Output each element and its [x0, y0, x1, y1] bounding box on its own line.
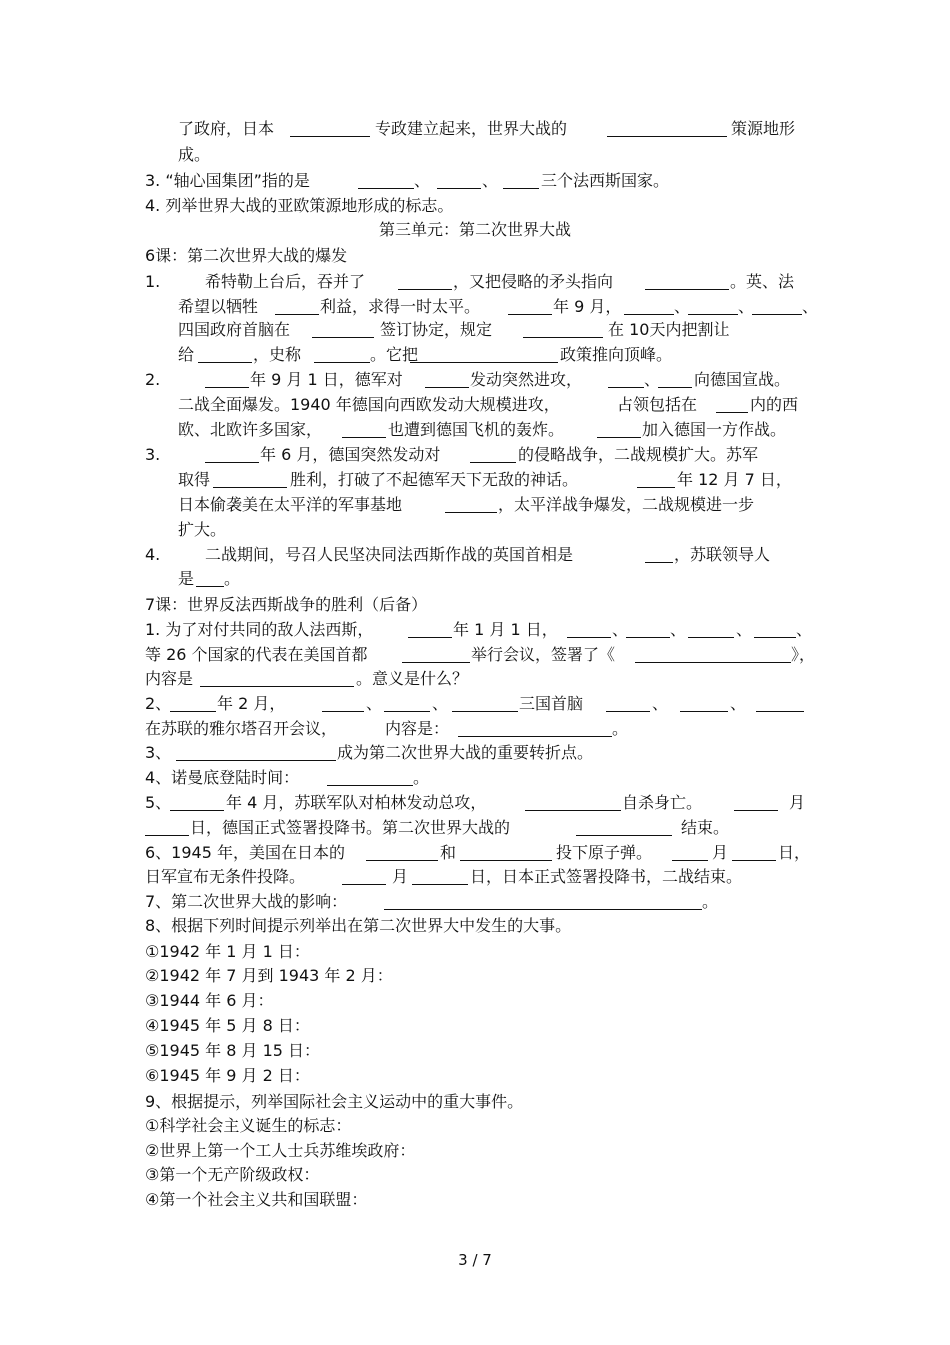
answer-blank[interactable] — [624, 314, 674, 315]
answer-blank[interactable] — [437, 188, 481, 189]
text: 内的西 — [750, 395, 799, 414]
text: 自杀身亡。 — [622, 793, 703, 812]
page-number: 3 / 7 — [458, 1251, 492, 1269]
text: 希特勒上台后，吞并了 — [205, 272, 366, 291]
answer-blank[interactable] — [314, 362, 370, 363]
text: 。意义是什么？ — [356, 669, 469, 688]
answer-blank[interactable] — [680, 711, 728, 712]
text: 。 — [612, 719, 629, 738]
text: 。英、法 — [730, 272, 795, 291]
l7-q2-line2 — [0, 717, 950, 741]
answer-blank[interactable] — [503, 188, 539, 189]
text: 成。 — [178, 145, 211, 164]
text: 、 — [674, 297, 691, 316]
l7-q8 — [0, 914, 950, 938]
answer-blank[interactable] — [460, 860, 552, 861]
text: 策源地形 — [731, 119, 796, 138]
text: 7、第二次世界大战的影响： — [145, 892, 348, 911]
text: 3、 — [145, 743, 172, 762]
answer-blank[interactable] — [205, 462, 259, 463]
answer-blank[interactable] — [342, 884, 386, 885]
q9-item-text: ①科学社会主义诞生的标志： — [145, 1116, 352, 1135]
q9-item — [0, 1163, 950, 1187]
answer-blank[interactable] — [410, 362, 558, 363]
text: 年 1 月 1 日， — [453, 620, 558, 639]
heading-text: 7课：世界反法西斯战争的胜利（后备） — [145, 595, 428, 614]
text: 、 — [738, 297, 755, 316]
answer-blank[interactable] — [366, 860, 438, 861]
text: 二战期间，号召人民坚决同法西斯作战的英国首相是 — [205, 545, 574, 564]
text: 年 9 月 1 日，德军对 — [250, 370, 403, 389]
l7-q4 — [0, 766, 950, 790]
text: 2、 — [145, 694, 172, 713]
intro-line-1 — [0, 117, 950, 141]
text: 二战全面爆发。1940 年德国向西欧发动大规模进攻， — [178, 395, 560, 414]
q9-item — [0, 1188, 950, 1212]
text: 1. 为了对付共同的敌人法西斯， — [145, 620, 374, 639]
answer-blank[interactable] — [402, 662, 470, 663]
text: 、 — [796, 620, 813, 639]
text: ，太平洋战争爆发，二战规模进一步 — [498, 495, 755, 514]
question-number: 3. — [145, 445, 161, 464]
answer-blank[interactable] — [327, 785, 413, 786]
q8-item — [0, 1064, 950, 1088]
answer-blank[interactable] — [200, 686, 354, 687]
question-number: 1. — [145, 272, 161, 291]
answer-blank[interactable] — [205, 387, 249, 388]
answer-blank[interactable] — [688, 314, 738, 315]
answer-blank[interactable] — [672, 860, 708, 861]
text: 、 — [670, 620, 687, 639]
answer-blank[interactable] — [752, 314, 802, 315]
text: 9、根据提示，列举国际社会主义运动中的重大事件。 — [145, 1092, 524, 1111]
text: 希望以牺牲 — [178, 297, 259, 316]
q8-item — [0, 940, 950, 964]
answer-blank[interactable] — [445, 512, 497, 513]
answer-blank[interactable] — [658, 387, 692, 388]
text: 了政府，日本 — [178, 119, 275, 138]
text: 发动突然进攻， — [470, 370, 583, 389]
l7-q7 — [0, 890, 950, 914]
answer-blank[interactable] — [384, 711, 430, 712]
text: 4、诺曼底登陆时间： — [145, 768, 300, 787]
text: 取得 — [178, 470, 211, 489]
answer-blank[interactable] — [198, 362, 252, 363]
q9-item — [0, 1139, 950, 1163]
answer-blank[interactable] — [635, 662, 791, 663]
q9-item-text: ③第一个无产阶级政权： — [145, 1165, 320, 1184]
answer-blank[interactable] — [170, 810, 224, 811]
text: 日本偷袭美在太平洋的军事基地 — [178, 495, 403, 514]
text: 、 — [730, 694, 747, 713]
question-number: 2. — [145, 370, 161, 389]
text: 成为第二次世界大战的重要转折点。 — [337, 743, 594, 762]
answer-blank[interactable] — [732, 860, 776, 861]
answer-blank[interactable] — [196, 586, 224, 587]
text: 、 — [802, 297, 819, 316]
l6-q3-line1 — [0, 443, 950, 467]
text: 6、1945 年，美国在日本的 — [145, 843, 345, 862]
text: 、 — [414, 171, 431, 190]
intro-line-4 — [0, 194, 950, 218]
answer-blank[interactable] — [734, 810, 778, 811]
answer-blank[interactable] — [688, 637, 734, 638]
l6-q2-line3 — [0, 418, 950, 442]
text: 。 — [702, 892, 719, 911]
text: 、 — [366, 694, 383, 713]
q8-item — [0, 964, 950, 988]
answer-blank[interactable] — [607, 136, 727, 137]
l7-q6-line2 — [0, 865, 950, 889]
answer-blank[interactable] — [322, 711, 364, 712]
text: 日，德国正式签署投降书。第二次世界大战的 — [190, 818, 511, 837]
text: 扩大。 — [178, 520, 227, 539]
answer-blank[interactable] — [597, 437, 641, 438]
text: 是 — [178, 569, 195, 588]
q8-item-text: ④1945 年 5 月 8 日： — [145, 1016, 310, 1035]
q8-item-text: ③1944 年 6 月： — [145, 991, 274, 1010]
text: 加入德国一方作战。 — [642, 420, 787, 439]
text: 、 — [644, 370, 661, 389]
l6-q3-line4 — [0, 518, 950, 542]
text: 举行会议，签署了《 — [471, 645, 616, 664]
answer-blank[interactable] — [342, 437, 386, 438]
answer-blank[interactable] — [645, 289, 729, 290]
text: 5、 — [145, 793, 172, 812]
answer-blank[interactable] — [606, 711, 650, 712]
lesson6-heading — [0, 244, 950, 268]
intro-line-3 — [0, 169, 950, 193]
text: 日， — [778, 843, 811, 862]
text: ，史称 — [253, 345, 302, 364]
text: 年 9 月， — [553, 297, 622, 316]
answer-blank[interactable] — [176, 760, 336, 761]
answer-blank[interactable] — [523, 337, 603, 338]
l7-q6-line1 — [0, 841, 950, 865]
l6-q1-line4 — [0, 343, 950, 367]
q9-item-text: ②世界上第一个工人士兵苏维埃政府： — [145, 1141, 416, 1160]
l6-q1-line1 — [0, 270, 950, 294]
answer-blank[interactable] — [626, 637, 670, 638]
q8-item-text: ⑤1945 年 8 月 15 日： — [145, 1041, 321, 1060]
text: 年 2 月， — [217, 694, 286, 713]
text: 四国政府首脑在 — [178, 320, 291, 339]
text: 政策推向顶峰。 — [560, 345, 673, 364]
text: 月 — [789, 793, 806, 812]
text: 结束。 — [681, 818, 730, 837]
text: 。它把 — [370, 345, 419, 364]
text: 也遭到德国飞机的轰炸。 — [388, 420, 565, 439]
text: 利益，求得一时太平。 — [320, 297, 481, 316]
text: 欧、北欧许多国家， — [178, 420, 323, 439]
text: 签订协定，规定 — [380, 320, 493, 339]
l7-q5-line1 — [0, 791, 950, 815]
intro-line-2 — [0, 143, 950, 167]
answer-blank[interactable] — [508, 314, 552, 315]
answer-blank[interactable] — [408, 637, 452, 638]
answer-blank[interactable] — [170, 711, 216, 712]
l6-q1-line2 — [0, 295, 950, 319]
text: 、 — [612, 620, 629, 639]
text: 的侵略战争，二战规模扩大。苏军 — [518, 445, 759, 464]
text: 年 4 月，苏联军队对柏林发动总攻， — [226, 793, 487, 812]
answer-blank[interactable] — [384, 909, 702, 910]
l7-q5-line2 — [0, 816, 950, 840]
unit-title-text: 第三单元：第二次世界大战 — [378, 220, 571, 239]
text: 4. 列举世界大战的亚欧策源地形成的标志。 — [145, 196, 454, 215]
text: 。 — [224, 569, 241, 588]
answer-blank[interactable] — [358, 188, 414, 189]
text: 三国首脑 — [519, 694, 584, 713]
answer-blank[interactable] — [275, 314, 319, 315]
answer-blank[interactable] — [608, 387, 644, 388]
text: 内容是 — [145, 669, 194, 688]
answer-blank[interactable] — [398, 289, 452, 290]
answer-blank[interactable] — [312, 337, 374, 338]
heading-text: 6课：第二次世界大战的爆发 — [145, 246, 348, 265]
text: 专政建立起来，世界大战的 — [375, 119, 568, 138]
text: 3. “轴心国集团”指的是 — [145, 171, 310, 190]
q9-item — [0, 1114, 950, 1138]
answer-blank[interactable] — [716, 412, 748, 413]
q8-item-text: ⑥1945 年 9 月 2 日： — [145, 1066, 310, 1085]
answer-blank[interactable] — [458, 736, 612, 737]
text: 占领包括在 — [617, 395, 698, 414]
q8-item — [0, 989, 950, 1013]
text: 、 — [652, 694, 669, 713]
text: 。 — [413, 768, 430, 787]
answer-blank[interactable] — [645, 562, 673, 563]
l6-q3-line3 — [0, 493, 950, 517]
text: 日军宣布无条件投降。 — [145, 867, 306, 886]
text: 胜利，打破了不起德军天下无敌的神话。 — [290, 470, 579, 489]
q8-item-text: ②1942 年 7 月到 1943 年 2 月： — [145, 966, 393, 985]
text: 8、根据下列时间提示列举出在第二次世界大中发生的大事。 — [145, 916, 572, 935]
q9-item-text: ④第一个社会主义共和国联盟： — [145, 1190, 368, 1209]
text: 月 — [392, 867, 409, 886]
unit-title — [0, 218, 950, 242]
text: ，苏联领导人 — [674, 545, 771, 564]
text: 等 26 个国家的代表在美国首都 — [145, 645, 368, 664]
text: 、 — [736, 620, 753, 639]
q8-item — [0, 1014, 950, 1038]
l7-q2-line1 — [0, 692, 950, 716]
text: 月 — [712, 843, 729, 862]
q8-item — [0, 1039, 950, 1063]
answer-blank[interactable] — [525, 810, 621, 811]
q8-item-text: ①1942 年 1 月 1 日： — [145, 942, 310, 961]
answer-blank[interactable] — [754, 637, 796, 638]
text: 三个法西斯国家。 — [541, 171, 670, 190]
text: 》， — [791, 645, 816, 664]
answer-blank[interactable] — [470, 462, 516, 463]
text: 、 — [432, 694, 449, 713]
text: 向德国宣战。 — [694, 370, 791, 389]
text: ，又把侵略的矛头指向 — [453, 272, 614, 291]
answer-blank[interactable] — [145, 835, 189, 836]
text: 内容是： — [385, 719, 450, 738]
text: 、 — [482, 171, 499, 190]
l6-q4-line1 — [0, 543, 950, 567]
answer-blank[interactable] — [425, 387, 469, 388]
text: 在苏联的雅尔塔召开会议， — [145, 719, 338, 738]
l6-q2-line2 — [0, 393, 950, 417]
answer-blank[interactable] — [412, 884, 468, 885]
l7-q1-line3 — [0, 667, 950, 691]
text: 日，日本正式签署投降书，二战结束。 — [470, 867, 743, 886]
l7-q9 — [0, 1090, 950, 1114]
l6-q3-line2 — [0, 468, 950, 492]
text: 在 10天内把割让 — [608, 320, 730, 339]
lesson7-heading — [0, 593, 950, 617]
l6-q4-line2 — [0, 567, 950, 591]
answer-blank[interactable] — [756, 711, 804, 712]
answer-blank[interactable] — [567, 637, 611, 638]
l7-q3 — [0, 741, 950, 765]
l7-q1-line1 — [0, 618, 950, 642]
answer-blank[interactable] — [213, 487, 287, 488]
l7-q1-line2 — [0, 643, 950, 667]
answer-blank[interactable] — [452, 711, 518, 712]
text: 年 6 月，德国突然发动对 — [260, 445, 441, 464]
l6-q2-line1 — [0, 368, 950, 392]
answer-blank[interactable] — [637, 487, 675, 488]
text: 和 — [440, 843, 457, 862]
question-number: 4. — [145, 545, 161, 564]
text: 投下原子弹。 — [556, 843, 653, 862]
answer-blank[interactable] — [290, 136, 370, 137]
l6-q1-line3 — [0, 318, 950, 342]
answer-blank[interactable] — [576, 835, 672, 836]
text: 给 — [178, 345, 195, 364]
text: 年 12 月 7 日， — [677, 470, 792, 489]
